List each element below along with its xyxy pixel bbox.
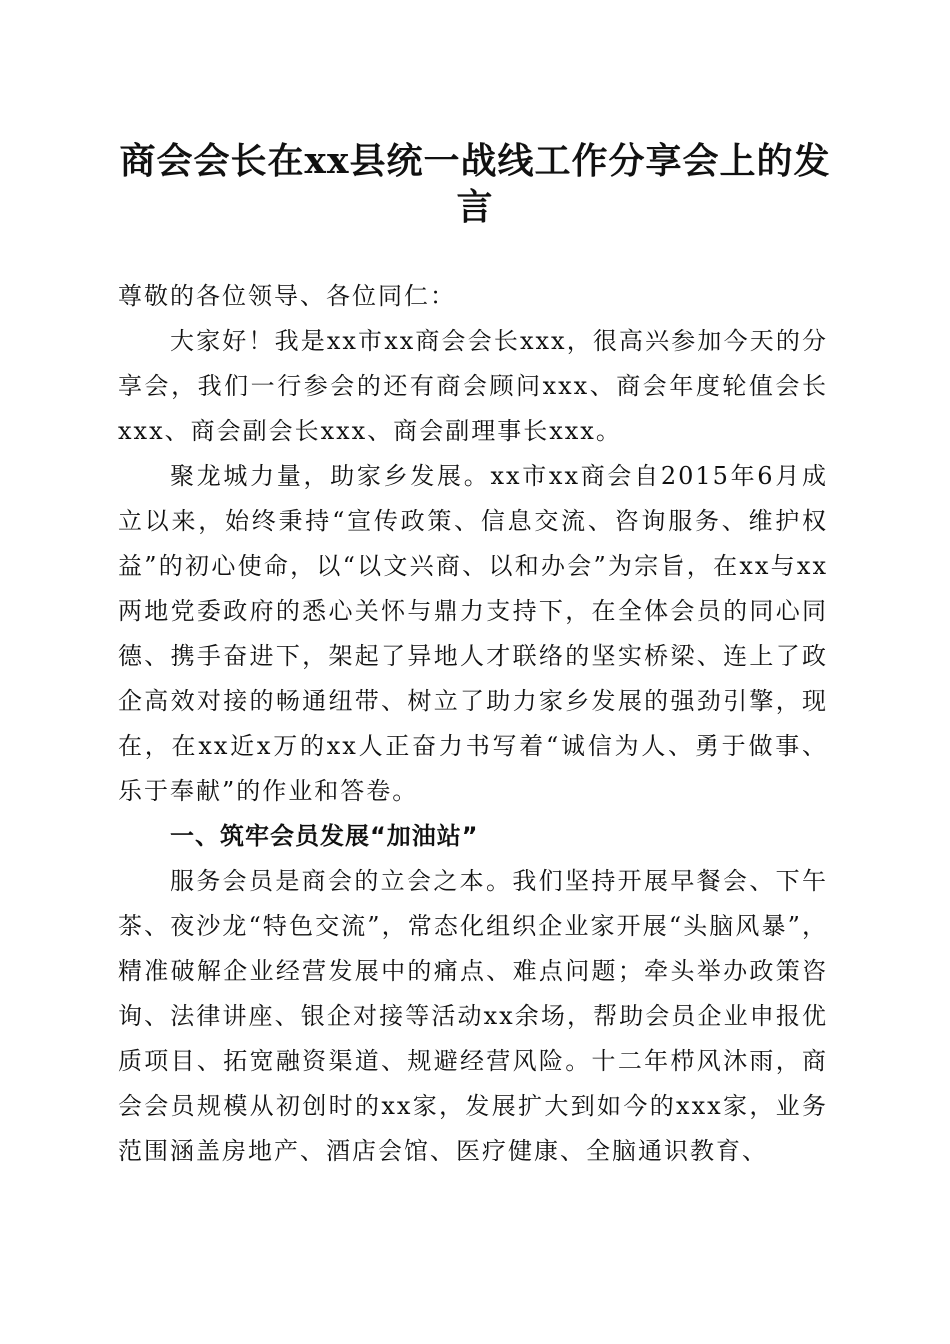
paragraph-member-service: 服务会员是商会的立会之本。我们坚持开展早餐会、下午茶、夜沙龙“特色交流”，常态化组织企业家开展“头脑风暴”，精准破解企业经营发展中的痛点、难点问题；牵头举办政策咨询、法律讲座、银企对接等活动xx余场，帮助会员企业申报优质项目、拓宽融资渠道、规避经营风险。十二年栉风沐雨，商会会员规模从初创时的xx家，发展扩大到如今的xxx家，业务范围涵盖房地产、酒店会馆、医疗健康、全脑通识教育、: [118, 867, 828, 1165]
section-heading-1: 一、筑牢会员发展“加油站”: [170, 822, 479, 850]
paragraph-introduction: 聚龙城力量，助家乡发展。xx市xx商会自2015年6月成立以来，始终秉持“宣传政策、信息交流、咨询服务、维护权益”的初心使命，以“以文兴商、以和办会”为宗旨，在xx与xx两地党委政府的悉心关怀与鼎力支持下，在全体会员的同心同德、携手奋进下，架起了异地人才联络的坚实桥梁、连上了政企高效对接的畅通纽带、树立了助力家乡发展的强劲引擎，现在，在xx近x万的xx人正奋力书写着“诚信为人、勇于做事、乐于奉献”的作业和答卷。: [118, 462, 828, 805]
salutation: 尊敬的各位领导、各位同仁：: [118, 282, 456, 310]
document-body: [118, 274, 828, 1174]
document-title-line-2: 言: [456, 186, 494, 228]
paragraph-greeting: 大家好！我是xx市xx商会会长xxx，很高兴参加今天的分享会，我们一行参会的还有商会顾问xxx、商会年度轮值会长xxx、商会副会长xxx、商会副理事长xxx。: [118, 327, 828, 445]
document-title-line-1: 商会会长在xx县统一战线工作分享会上的发: [119, 140, 831, 182]
